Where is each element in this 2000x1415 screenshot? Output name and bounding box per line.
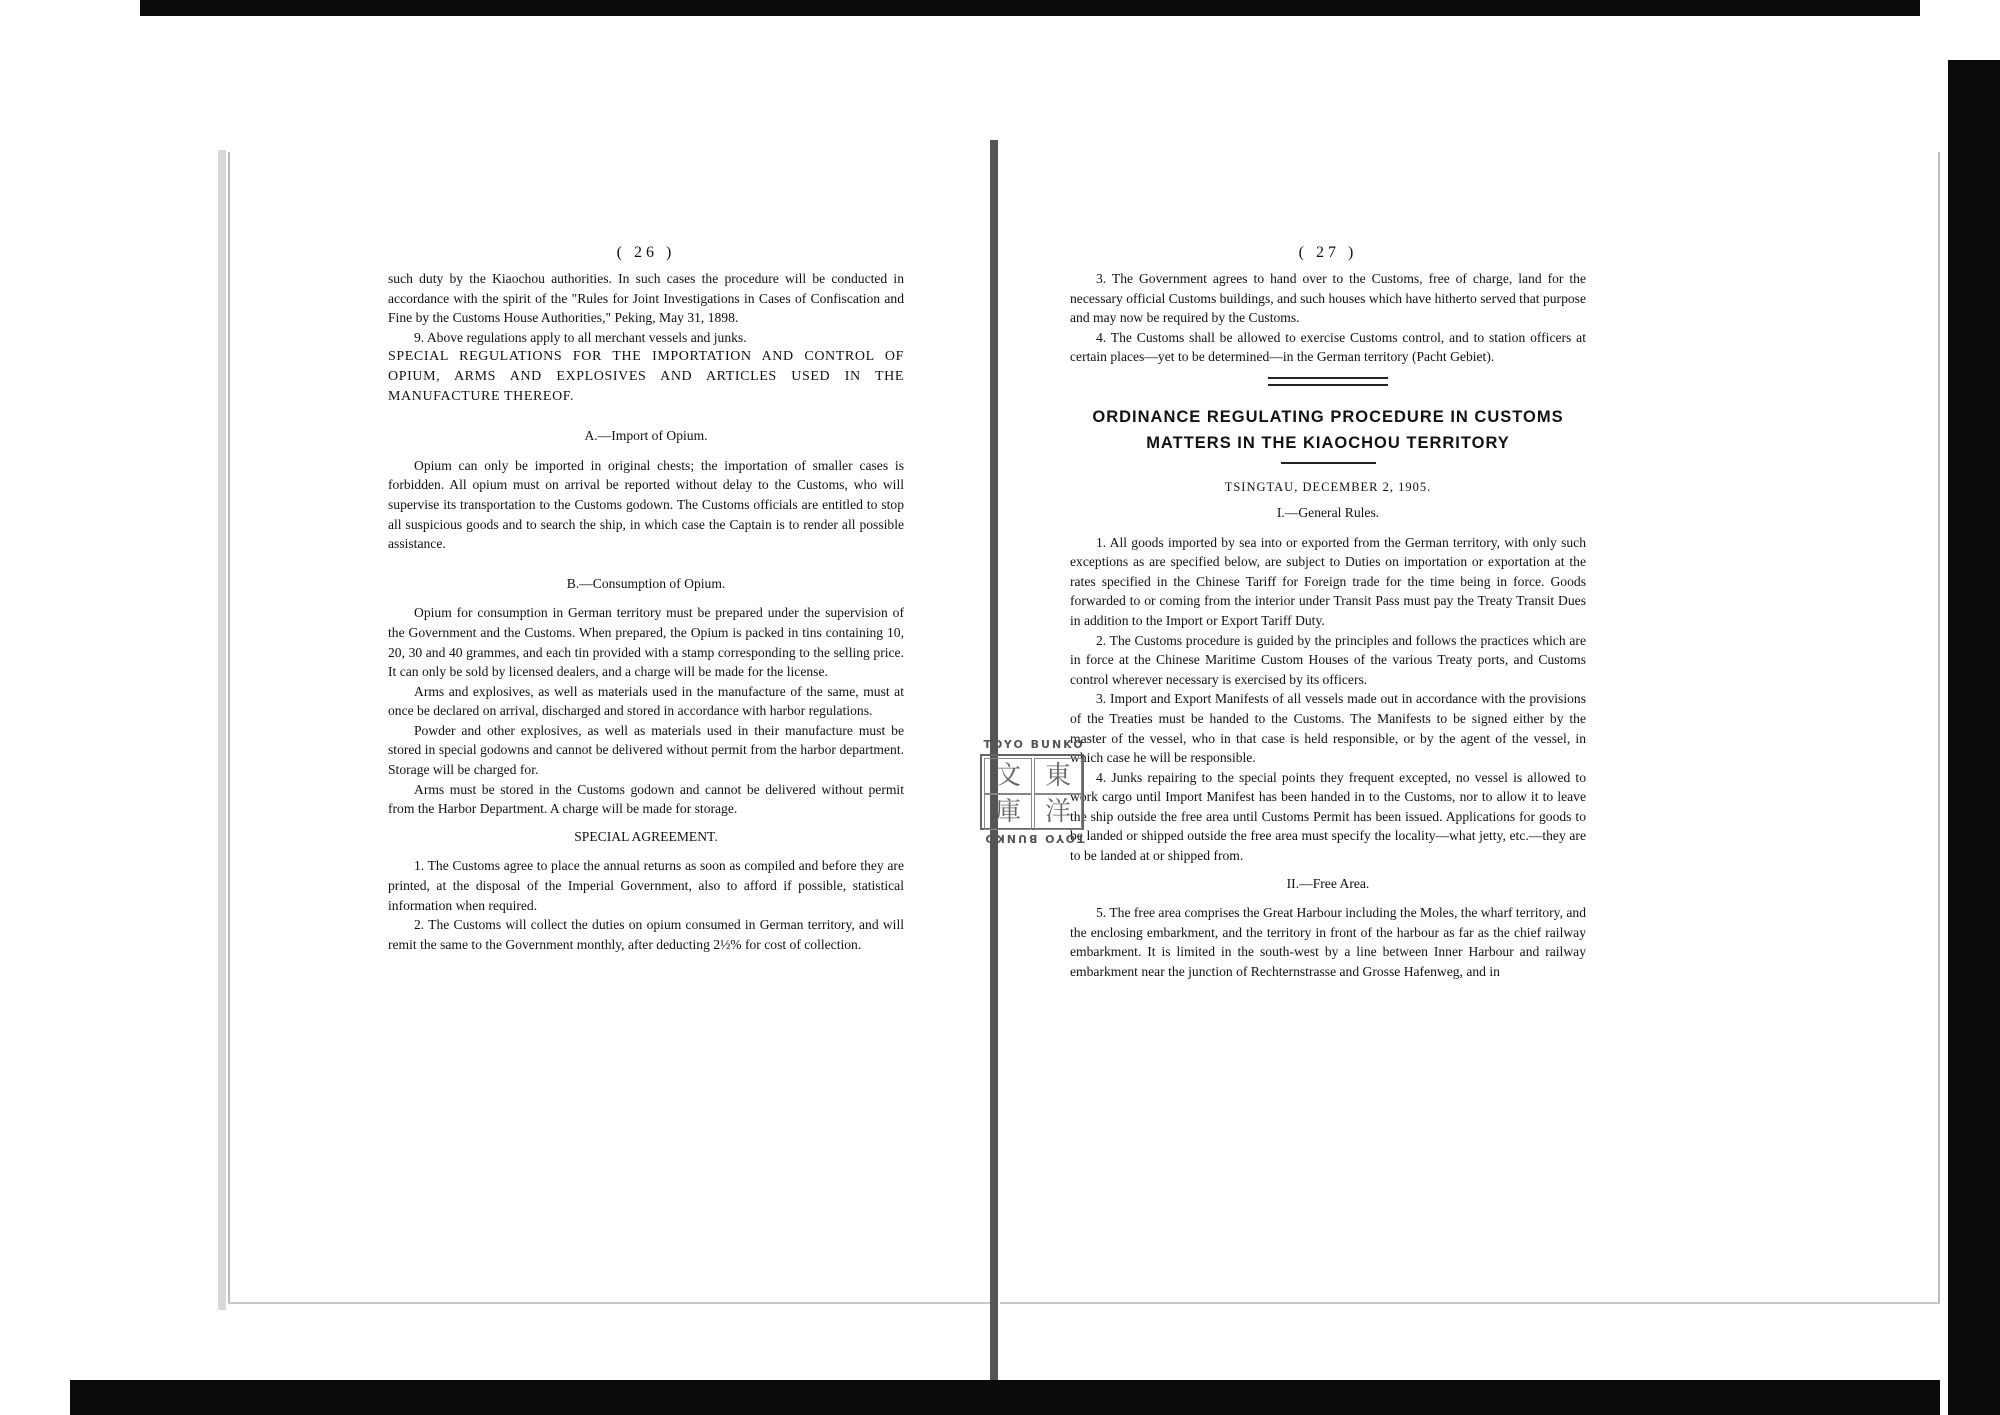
ordinance-title: ORDINANCE REGULATING PROCEDURE IN CUSTOMS MATTERS IN THE KIAOCHOU TERRITORY <box>1092 407 1564 452</box>
subheading: II.—Free Area. <box>1286 875 1370 891</box>
page-number: ( 26 ) <box>616 244 676 261</box>
divider <box>1281 462 1376 464</box>
seal-icon <box>980 754 1084 830</box>
section-heading: SPECIAL REGULATIONS FOR THE IMPORTATION AND CONTROL OF OPIUM, ARMS AND EXPLOSIVES AND ARTICLES USED IN THE MANUFACTURE THEREOF. <box>388 349 904 404</box>
paragraph: 4. The Customs shall be allowed to exercise Customs control, and to station officers at certain places—yet to be determined—in the German territory (Pacht Gebiet). <box>1070 329 1586 365</box>
page-stack-edge <box>218 150 226 1310</box>
paragraph: 4. Junks repairing to the special points they frequent excepted, no vessel is allowed to work cargo until Import Manifest has been handed in to the Customs, nor to allow it to leave the ship outside the free area until Customs Permit has been issued. Applications for goods to be landed or shipped outside the free area must specify the locality—what jetty, etc.—they are to be landed at or shipped from. <box>1070 769 1586 864</box>
paragraph: 1. The Customs agree to place the annual returns as soon as compiled and before they are printed, at the disposal of the Imperial Government, also to afford if possible, statistical information when required. <box>388 858 904 913</box>
paragraph: 1. All goods imported by sea into or exported from the German territory, with only such exceptions as are specified below, are subject to Duties on importation or exportation at the rates specified in the Chinese Tariff for Foreign trade for the time being in force. Goods forwarded to or coming from the interior under Transit Pass must pay the Treaty Transit Dues in addition to the Import or Export Tariff Duty. <box>1070 534 1586 628</box>
paragraph: 3. The Government agrees to hand over to the Customs, free of charge, land for the necessary official Customs buildings, and such houses which have hitherto served that purpose and may now be required by the Customs. <box>1070 271 1586 326</box>
library-stamp <box>978 738 1090 848</box>
paragraph: 5. The free area comprises the Great Harbour including the Moles, the wharf territory, and the enclosing embarkment, and the territory in front of the harbour as far as the chief railway embarkment. It is limited in the south-west by a line between Inner Harbour and railway embarkment near the junction of Rechternstrasse and Grosse Hafenweg, and in <box>1070 905 1586 980</box>
subheading: I.—General Rules. <box>1276 504 1380 520</box>
subheading: B.—Consumption of Opium. <box>566 575 726 591</box>
subheading: A.—Import of Opium. <box>584 428 708 444</box>
divider <box>1268 377 1388 386</box>
paragraph: 2. The Customs will collect the duties on opium consumed in German territory, and will remit the same to the Government monthly, after deducting 2½% for cost of collection. <box>388 917 904 952</box>
paragraph: 2. The Customs procedure is guided by the principles and follows the practices which are in force at the Chinese Maritime Custom Houses of the various Treaty ports, and Customs control wherever necessary is exercised by its officers. <box>1070 632 1586 687</box>
scanner-edge-bottom <box>70 1380 1940 1415</box>
paragraph: Arms must be stored in the Customs godown and cannot be delivered without permit from the Harbor Department. A charge will be made for storage. <box>388 781 904 817</box>
paragraph: 3. Import and Export Manifests of all vessels made out in accordance with the provisions of the Treaties must be handed to the Customs. The Manifests to be signed either by the master of the vessel, who in that case is held responsible, or by the agent of the vessel, in which case he will be responsible. <box>1070 691 1586 766</box>
paragraph: Opium can only be imported in original chests; the importation of smaller cases is forbidden. All opium must on arrival be reported without delay to the Customs, who will supervise its transportation to the Customs godown. The Customs officials are entitled to stop all suspicious goods and to search the ship, in which case the Captain is to render all possible assistance. <box>388 457 904 552</box>
paragraph: 9. Above regulations apply to all merchant vessels and junks. <box>414 329 747 345</box>
stamp-top-text: TOYO BUNKO <box>983 738 1085 751</box>
scanner-edge-top <box>140 0 1920 16</box>
left-page <box>228 152 990 1304</box>
right-page-text <box>1070 244 1586 982</box>
page-number: ( 27 ) <box>1298 244 1358 261</box>
paragraph: Powder and other explosives, as well as materials used in their manufacture must be stored in special godowns and cannot be delivered without permit from the harbor department. Storage will be charged for. <box>388 722 904 778</box>
paragraph: such duty by the Kiaochou authorities. In such cases the procedure will be conducted in accordance with the spirit of the "Rules for Joint Investigations in Cases of Confiscation and Fine by the Customs House Authorities," Peking, May 31, 1898. <box>388 271 904 326</box>
seal-char: 東 <box>1034 758 1082 794</box>
seal-char: 庫 <box>984 794 1032 830</box>
subheading: SPECIAL AGREEMENT. <box>574 828 718 844</box>
seal-char: 洋 <box>1034 794 1082 830</box>
right-page <box>1000 152 1940 1304</box>
seal-char: 文 <box>984 758 1032 794</box>
left-page-text <box>388 244 904 954</box>
dateline: TSINGTAU, DECEMBER 2, 1905. <box>1224 479 1432 494</box>
book-cover-right <box>1948 60 2000 1415</box>
stamp-bottom-text: TOYO BUNKO <box>983 832 1085 845</box>
paragraph: Arms and explosives, as well as materials used in the manufacture of the same, must at once be declared on arrival, discharged and stored in accordance with harbor regulations. <box>388 683 904 719</box>
paragraph: Opium for consumption in German territory must be prepared under the supervision of the Government and the Customs. When prepared, the Opium is packed in tins containing 10, 20, 30 and 40 grammes, and each tin provided with a stamp corresponding to the selling price. It can only be sold by licensed dealers, and a charge will be made for the license. <box>388 605 904 680</box>
